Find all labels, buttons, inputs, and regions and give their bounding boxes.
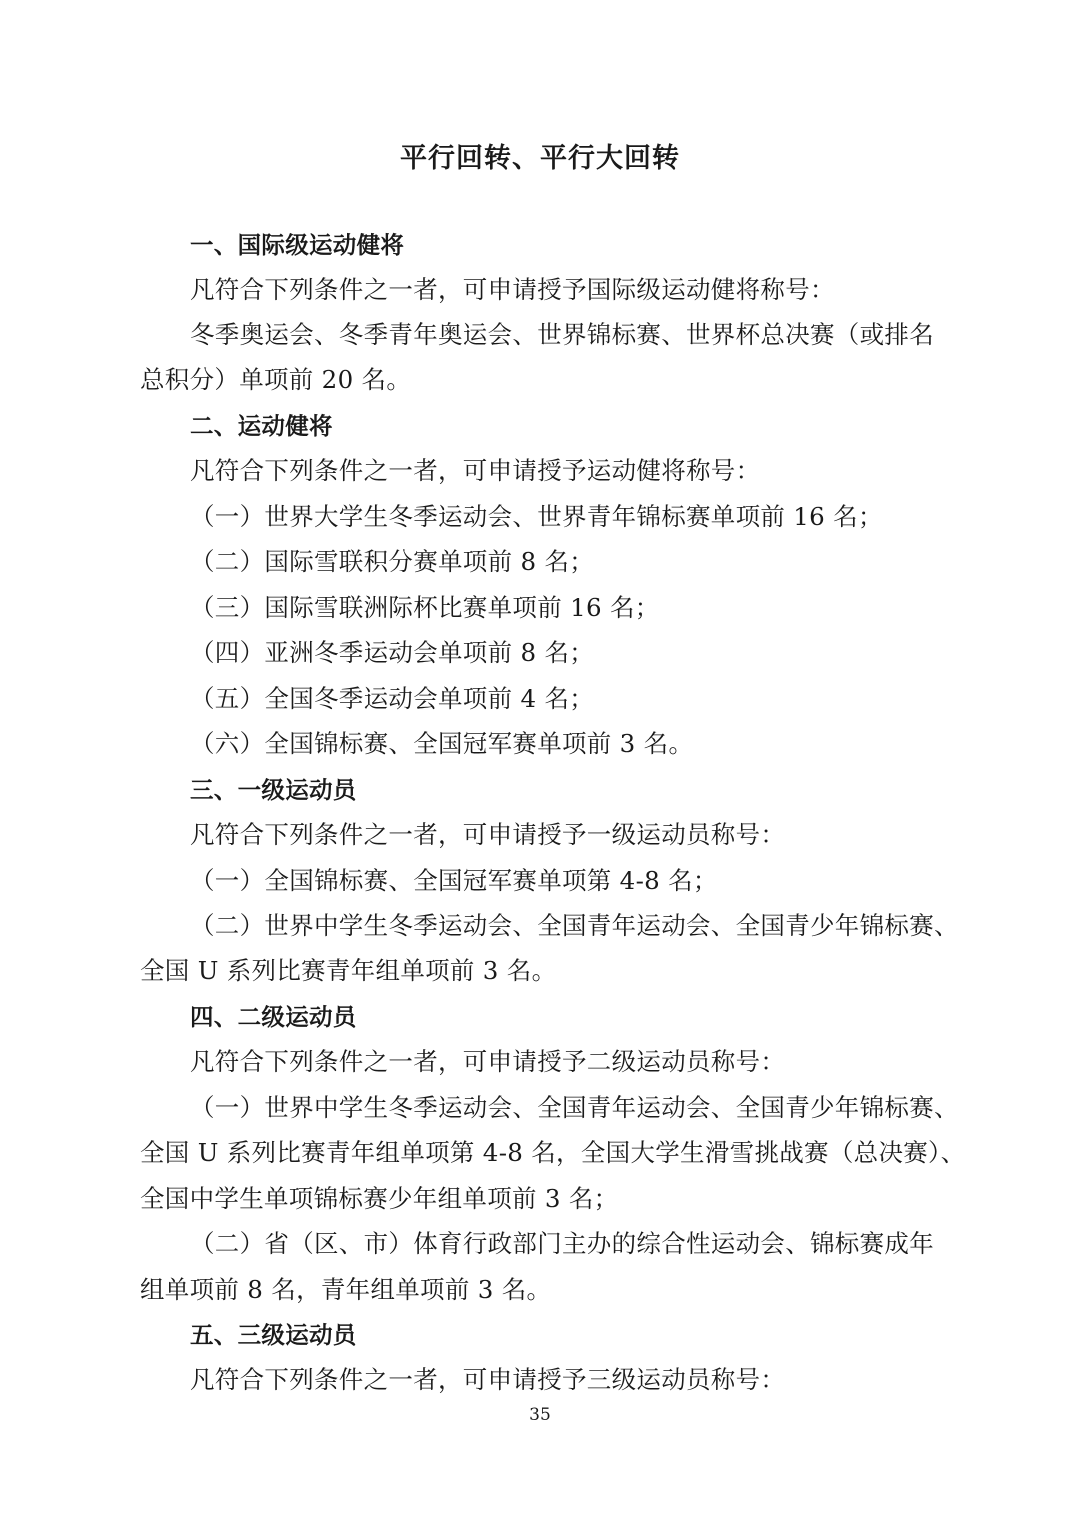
section-heading-first-class: 三、一级运动员 (190, 776, 357, 804)
list-item-continuation: 全国中学生单项锦标赛少年组单项前 3 名； (140, 1184, 619, 1213)
list-item: （二）省（区、市）体育行政部门主办的综合性运动会、锦标赛成年 (190, 1229, 934, 1258)
list-item: （四）亚洲冬季运动会单项前 8 名； (190, 638, 595, 667)
section-heading-international-master: 一、国际级运动健将 (190, 231, 405, 259)
paragraph-line: 凡符合下列条件之一者，可申请授予三级运动员称号： (190, 1365, 786, 1394)
section-heading-third-class: 五、三级运动员 (190, 1321, 357, 1349)
list-item-continuation: 全国 U 系列比赛青年组单项第 4-8 名，全国大学生滑雪挑战赛（总决赛）、 (140, 1138, 966, 1167)
page-number: 35 (529, 1405, 551, 1425)
list-item: （五）全国冬季运动会单项前 4 名； (190, 684, 595, 713)
list-item: （一）全国锦标赛、全国冠军赛单项第 4-8 名； (190, 866, 718, 895)
paragraph-line: 凡符合下列条件之一者，可申请授予国际级运动健将称号： (190, 275, 835, 304)
document-title: 平行回转、平行大回转 (400, 143, 680, 174)
list-item-continuation: 组单项前 8 名，青年组单项前 3 名。 (140, 1275, 552, 1304)
paragraph-line: 凡符合下列条件之一者，可申请授予二级运动员称号： (190, 1047, 786, 1076)
list-item: （六）全国锦标赛、全国冠军赛单项前 3 名。 (190, 729, 694, 758)
list-item: （二）世界中学生冬季运动会、全国青年运动会、全国青少年锦标赛、 (190, 911, 959, 940)
list-item-continuation: 全国 U 系列比赛青年组单项前 3 名。 (140, 956, 557, 985)
paragraph-line: 总积分）单项前 20 名。 (140, 365, 412, 394)
list-item: （一）世界大学生冬季运动会、世界青年锦标赛单项前 16 名； (190, 502, 883, 531)
paragraph-line: 凡符合下列条件之一者，可申请授予一级运动员称号： (190, 820, 786, 849)
list-item: （二）国际雪联积分赛单项前 8 名； (190, 547, 595, 576)
list-item: （一）世界中学生冬季运动会、全国青年运动会、全国青少年锦标赛、 (190, 1093, 959, 1122)
list-item: （三）国际雪联洲际杯比赛单项前 16 名； (190, 593, 660, 622)
section-heading-second-class: 四、二级运动员 (190, 1003, 357, 1031)
paragraph-line: 冬季奥运会、冬季青年奥运会、世界锦标赛、世界杯总决赛（或排名 (190, 320, 934, 349)
section-heading-master: 二、运动健将 (190, 412, 333, 440)
paragraph-line: 凡符合下列条件之一者，可申请授予运动健将称号： (190, 456, 761, 485)
